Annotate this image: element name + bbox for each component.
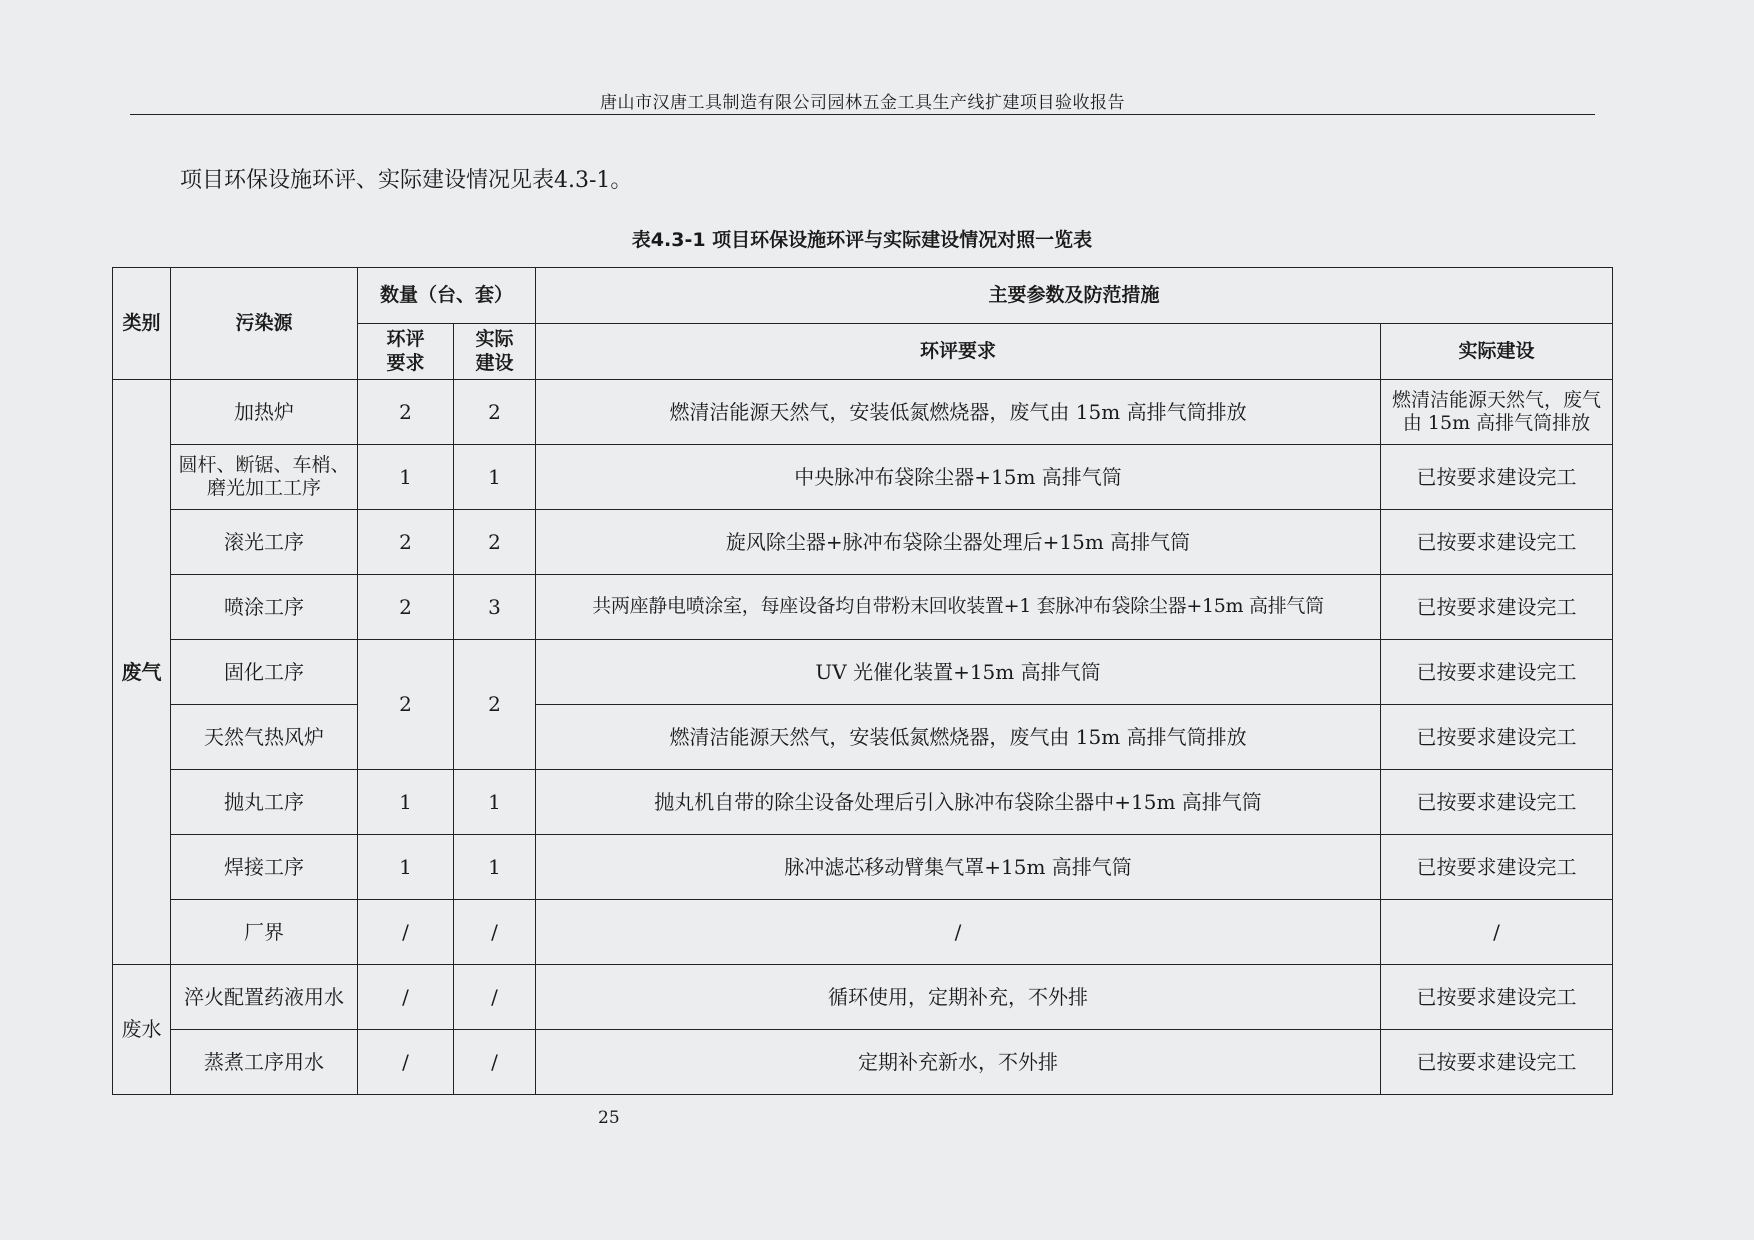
header-params: 主要参数及防范措施 (536, 268, 1613, 324)
requirement-cell: 燃清洁能源天然气，安装低氮燃烧器，废气由 15m 高排气筒排放 (536, 705, 1381, 770)
header-actual-qty: 实际 建设 (454, 324, 536, 380)
eia-qty-cell: / (358, 900, 454, 965)
source-cell: 喷涂工序 (171, 575, 358, 640)
source-cell: 淬火配置药液用水 (171, 965, 358, 1030)
status-cell: 已按要求建设完工 (1381, 1030, 1613, 1095)
category-cell: 废气 (113, 380, 171, 965)
category-cell: 废水 (113, 965, 171, 1095)
header-rule (130, 114, 1595, 115)
source-cell: 厂界 (171, 900, 358, 965)
header-category: 类别 (113, 268, 171, 380)
actual-qty-cell: / (454, 900, 536, 965)
status-cell: / (1381, 900, 1613, 965)
table-caption: 表4.3-1 项目环保设施环评与实际建设情况对照一览表 (631, 229, 1093, 251)
source-cell: 抛丸工序 (171, 770, 358, 835)
status-cell: 燃清洁能源天然气，废气由 15m 高排气筒排放 (1381, 380, 1613, 445)
eia-qty-cell: 2 (358, 640, 454, 770)
page-header-title: 唐山市汉唐工具制造有限公司园林五金工具生产线扩建项目验收报告 (600, 93, 1125, 113)
header-source: 污染源 (171, 268, 358, 380)
table-row (113, 835, 1613, 900)
eia-qty-cell: 2 (358, 510, 454, 575)
source-cell: 固化工序 (171, 640, 358, 705)
eia-qty-cell: 1 (358, 770, 454, 835)
source-cell: 蒸煮工序用水 (171, 1030, 358, 1095)
requirement-cell: 抛丸机自带的除尘设备处理后引入脉冲布袋除尘器中+15m 高排气筒 (536, 770, 1381, 835)
requirement-cell: 共两座静电喷涂室，每座设备均自带粉末回收装置+1 套脉冲布袋除尘器+15m 高排气筒 (536, 575, 1381, 640)
source-cell: 滚光工序 (171, 510, 358, 575)
actual-qty-cell: 2 (454, 640, 536, 770)
table-row (113, 445, 1613, 510)
actual-qty-cell: 2 (454, 380, 536, 445)
requirement-cell: / (536, 900, 1381, 965)
actual-qty-cell: 1 (454, 445, 536, 510)
actual-qty-cell: 3 (454, 575, 536, 640)
actual-qty-cell: / (454, 965, 536, 1030)
header-quantity: 数量（台、套） (358, 268, 536, 324)
status-cell: 已按要求建设完工 (1381, 770, 1613, 835)
actual-qty-cell: 1 (454, 835, 536, 900)
facility-comparison-table (112, 267, 1613, 1095)
table-row (113, 1030, 1613, 1095)
header-actual-build: 实际建设 (1381, 324, 1613, 380)
eia-qty-cell: 1 (358, 445, 454, 510)
status-cell: 已按要求建设完工 (1381, 835, 1613, 900)
requirement-cell: 中央脉冲布袋除尘器+15m 高排气筒 (536, 445, 1381, 510)
eia-qty-cell: 1 (358, 835, 454, 900)
intro-paragraph: 项目环保设施环评、实际建设情况见表4.3-1。 (180, 168, 633, 193)
requirement-cell: 燃清洁能源天然气，安装低氮燃烧器，废气由 15m 高排气筒排放 (536, 380, 1381, 445)
requirement-cell: 旋风除尘器+脉冲布袋除尘器处理后+15m 高排气筒 (536, 510, 1381, 575)
actual-qty-cell: / (454, 1030, 536, 1095)
source-cell: 天然气热风炉 (171, 705, 358, 770)
page-number: 25 (598, 1108, 620, 1128)
header-eia-qty: 环评 要求 (358, 324, 454, 380)
status-cell: 已按要求建设完工 (1381, 510, 1613, 575)
table-row (113, 640, 1613, 705)
actual-qty-cell: 2 (454, 510, 536, 575)
source-cell: 焊接工序 (171, 835, 358, 900)
requirement-cell: 循环使用，定期补充，不外排 (536, 965, 1381, 1030)
eia-qty-cell: 2 (358, 380, 454, 445)
requirement-cell: UV 光催化装置+15m 高排气筒 (536, 640, 1381, 705)
status-cell: 已按要求建设完工 (1381, 965, 1613, 1030)
status-cell: 已按要求建设完工 (1381, 640, 1613, 705)
source-cell: 圆杆、断锯、车梢、磨光加工工序 (171, 445, 358, 510)
actual-qty-cell: 1 (454, 770, 536, 835)
table-row (113, 770, 1613, 835)
table-row (113, 705, 1613, 770)
table-row (113, 965, 1613, 1030)
eia-qty-cell: / (358, 965, 454, 1030)
status-cell: 已按要求建设完工 (1381, 705, 1613, 770)
header-row-1 (113, 268, 1613, 324)
table-row (113, 510, 1613, 575)
status-cell: 已按要求建设完工 (1381, 575, 1613, 640)
requirement-cell: 脉冲滤芯移动臂集气罩+15m 高排气筒 (536, 835, 1381, 900)
header-eia-requirement: 环评要求 (536, 324, 1381, 380)
requirement-cell: 定期补充新水，不外排 (536, 1030, 1381, 1095)
eia-qty-cell: 2 (358, 575, 454, 640)
table-row (113, 900, 1613, 965)
table-row (113, 380, 1613, 445)
eia-qty-cell: / (358, 1030, 454, 1095)
source-cell: 加热炉 (171, 380, 358, 445)
table-row (113, 575, 1613, 640)
status-cell: 已按要求建设完工 (1381, 445, 1613, 510)
